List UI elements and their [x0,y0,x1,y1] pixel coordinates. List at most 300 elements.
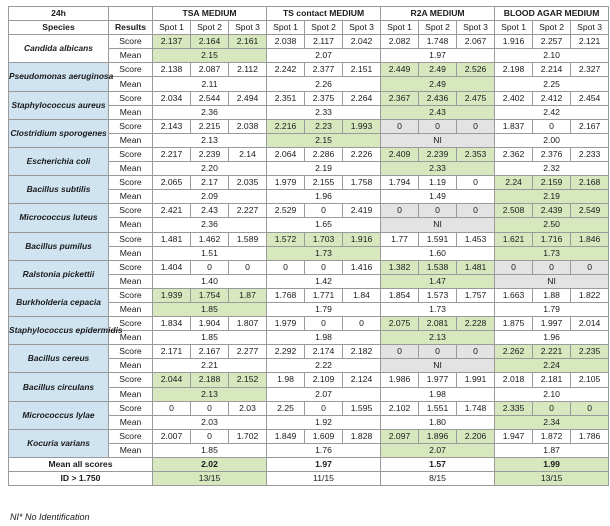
score-row [9,429,609,443]
species-name: Bacillus cereus [9,345,109,373]
score-cell: 1.754 [191,288,229,302]
score-cell: 2.233 [571,147,609,161]
score-label: Score [109,147,153,161]
mean-all-value: 1.99 [495,458,609,472]
score-cell: 2.064 [267,147,305,161]
score-cell: 2.124 [343,373,381,387]
mean-cell: 1.76 [267,443,381,457]
score-label: Score [109,401,153,415]
score-cell: 0 [229,260,267,274]
media-header-blood-agar: BLOOD AGAR MEDIUM [495,7,609,21]
score-label: Score [109,317,153,331]
mean-cell: 2.32 [495,162,609,176]
mean-all-value: 1.97 [267,458,381,472]
species-name: Bacillus pumilus [9,232,109,260]
score-cell: 2.038 [229,119,267,133]
mean-label: Mean [109,359,153,373]
species-name: Bacillus subtilis [9,176,109,204]
mean-label: Mean [109,49,153,63]
score-cell: 2.143 [153,119,191,133]
mean-cell: 1.96 [495,331,609,345]
score-cell: 0 [533,401,571,415]
id-count-row [9,472,609,486]
score-cell: 1.573 [419,288,457,302]
mean-cell: 2.13 [153,133,267,147]
score-cell: 1.609 [305,429,343,443]
score-cell: 1.991 [457,373,495,387]
score-cell: 1.794 [381,176,419,190]
score-cell: 1.947 [495,429,533,443]
score-cell: 2.067 [457,35,495,49]
score-label: Score [109,232,153,246]
score-cell: 2.137 [153,35,191,49]
score-cell: 2.262 [495,345,533,359]
score-cell: 2.24 [495,176,533,190]
score-row [9,204,609,218]
mean-cell: 1.85 [153,302,267,316]
score-cell: 1.807 [229,317,267,331]
score-cell: 2.549 [571,204,609,218]
mean-cell: 2.07 [267,387,381,401]
score-cell: 1.538 [419,260,457,274]
score-cell: 1.88 [533,288,571,302]
score-row [9,119,609,133]
score-cell: 0 [419,204,457,218]
score-cell: 1.979 [267,317,305,331]
species-name: Clostridium sporogenes [9,119,109,147]
blank-cell [109,7,153,21]
score-cell: 2.216 [267,119,305,133]
score-cell: 1.663 [495,288,533,302]
mean-label: Mean [109,218,153,232]
score-cell: 0 [305,317,343,331]
score-cell: 1.19 [419,176,457,190]
score-cell: 1.551 [419,401,457,415]
score-cell: 1.837 [495,119,533,133]
score-cell: 1.979 [267,176,305,190]
score-cell: 2.367 [381,91,419,105]
score-cell: 2.419 [343,204,381,218]
score-cell: 1.758 [343,176,381,190]
score-cell: 1.702 [229,429,267,443]
score-cell: 2.286 [305,147,343,161]
score-label: Score [109,288,153,302]
score-label: Score [109,204,153,218]
mean-cell: 2.49 [381,77,495,91]
score-cell: 1.916 [343,232,381,246]
score-cell: 1.87 [229,288,267,302]
score-cell: 1.854 [381,288,419,302]
score-row [9,288,609,302]
score-row [9,35,609,49]
score-cell: 2.181 [533,373,571,387]
score-row [9,91,609,105]
score-cell: 2.159 [533,176,571,190]
mean-cell: 1.87 [495,443,609,457]
mean-cell: 1.73 [381,302,495,316]
score-cell: 2.038 [267,35,305,49]
score-label: Score [109,345,153,359]
spot-header: Spot 2 [191,21,229,35]
score-cell: 2.239 [191,147,229,161]
score-cell: 0 [571,260,609,274]
mean-cell: 2.43 [381,105,495,119]
score-cell: 2.198 [495,63,533,77]
score-cell: 2.112 [229,63,267,77]
score-cell: 2.161 [229,35,267,49]
score-cell: 1.828 [343,429,381,443]
score-cell: 2.117 [305,35,343,49]
score-cell: 0 [305,204,343,218]
score-cell: 1.875 [495,317,533,331]
score-row [9,260,609,274]
score-cell: 1.872 [533,429,571,443]
mean-cell: 2.09 [153,190,267,204]
spot-header: Spot 1 [495,21,533,35]
mean-label: Mean [109,415,153,429]
media-header-row [9,7,609,21]
score-cell: 0 [457,345,495,359]
mean-cell: 2.33 [381,162,495,176]
score-cell: 2.081 [419,317,457,331]
score-cell: 2.449 [381,63,419,77]
score-cell: 1.748 [419,35,457,49]
score-cell: 2.377 [305,63,343,77]
score-cell: 1.481 [153,232,191,246]
score-cell: 1.786 [571,429,609,443]
score-cell: 2.228 [457,317,495,331]
mean-cell: 2.50 [495,218,609,232]
media-header-ts-contact: TS contact MEDIUM [267,7,381,21]
mean-cell: 2.33 [267,105,381,119]
spot-header: Spot 3 [229,21,267,35]
results-table [8,6,609,486]
score-cell: 1.771 [305,288,343,302]
species-name: Kocuria varians [9,429,109,457]
mean-cell: 1.73 [495,246,609,260]
score-cell: 2.235 [571,345,609,359]
score-cell: 2.376 [533,147,571,161]
score-cell: 0 [381,345,419,359]
score-cell: 1.834 [153,317,191,331]
mean-cell: 2.07 [267,49,381,63]
score-cell: 1.748 [457,401,495,415]
spot-header: Spot 3 [343,21,381,35]
mean-all-value: 1.57 [381,458,495,472]
score-cell: 0 [419,345,457,359]
score-cell: 0 [343,317,381,331]
score-cell: 2.544 [191,91,229,105]
score-cell: 1.768 [267,288,305,302]
spot-header: Spot 2 [533,21,571,35]
score-cell: 0 [305,260,343,274]
score-cell: 2.17 [191,176,229,190]
mean-label: Mean [109,133,153,147]
score-cell: 1.77 [381,232,419,246]
mean-label: Mean [109,190,153,204]
mean-cell: 2.36 [153,218,267,232]
score-cell: 0 [419,119,457,133]
mean-label: Mean [109,443,153,457]
score-label: Score [109,91,153,105]
mean-cell: NI [381,359,495,373]
mean-cell: 2.20 [153,162,267,176]
score-cell: 2.018 [495,373,533,387]
mean-cell: 1.40 [153,274,267,288]
score-cell: 2.014 [571,317,609,331]
score-cell: 1.591 [419,232,457,246]
mean-cell: 2.15 [153,49,267,63]
mean-cell: 2.11 [153,77,267,91]
score-cell: 2.221 [533,345,571,359]
score-cell: 2.188 [191,373,229,387]
media-header-r2a: R2A MEDIUM [381,7,495,21]
mean-cell: 2.03 [153,415,267,429]
score-cell: 2.362 [495,147,533,161]
score-cell: 1.849 [267,429,305,443]
id-count-value: 11/15 [267,472,381,486]
score-cell: 2.454 [571,91,609,105]
score-cell: 2.49 [419,63,457,77]
species-name: Micrococcus lylae [9,401,109,429]
score-cell: 2.375 [305,91,343,105]
mean-label: Mean [109,302,153,316]
mean-label: Mean [109,105,153,119]
score-cell: 2.335 [495,401,533,415]
score-cell: 2.174 [305,345,343,359]
score-cell: 2.065 [153,176,191,190]
species-name: Escherichia coli [9,147,109,175]
score-cell: 2.007 [153,429,191,443]
score-label: Score [109,35,153,49]
score-cell: 2.409 [381,147,419,161]
score-cell: 1.404 [153,260,191,274]
score-cell: 1.977 [419,373,457,387]
mean-cell: 2.07 [381,443,495,457]
score-cell: 2.044 [153,373,191,387]
score-cell: 2.25 [267,401,305,415]
score-cell: 1.382 [381,260,419,274]
species-name: Burkholderia cepacia [9,288,109,316]
results-header: Results [109,21,153,35]
score-cell: 1.896 [419,429,457,443]
score-cell: 1.621 [495,232,533,246]
mean-label: Mean [109,162,153,176]
species-name: Pseudomonas aeruginosa [9,63,109,91]
mean-cell: 1.73 [267,246,381,260]
mean-cell: 2.22 [267,359,381,373]
mean-cell: 2.19 [495,190,609,204]
score-cell: 2.182 [343,345,381,359]
score-cell: 2.421 [153,204,191,218]
score-cell: 2.242 [267,63,305,77]
mean-cell: NI [495,274,609,288]
score-label: Score [109,63,153,77]
score-cell: 1.595 [343,401,381,415]
score-cell: 0 [191,260,229,274]
species-name: Bacillus circulans [9,373,109,401]
score-cell: 1.481 [457,260,495,274]
score-cell: 2.097 [381,429,419,443]
mean-cell: 1.85 [153,331,267,345]
mean-cell: 2.42 [495,105,609,119]
table-body [9,7,609,486]
mean-cell: 2.25 [495,77,609,91]
id-threshold-label: ID > 1.750 [9,472,153,486]
id-count-value: 13/15 [495,472,609,486]
species-name: Candida albicans [9,35,109,63]
score-cell: 1.757 [457,288,495,302]
score-row [9,176,609,190]
score-cell: 2.402 [495,91,533,105]
score-cell: 2.167 [191,345,229,359]
score-cell: 2.508 [495,204,533,218]
score-cell: 0 [153,401,191,415]
mean-cell: 2.13 [153,387,267,401]
score-row [9,345,609,359]
score-cell: 0 [457,176,495,190]
score-cell: 2.277 [229,345,267,359]
mean-cell: NI [381,133,495,147]
score-cell: 0 [191,401,229,415]
species-header: Species [9,21,109,35]
score-cell: 1.986 [381,373,419,387]
media-header-tsa: TSA MEDIUM [153,7,267,21]
score-cell: 2.217 [153,147,191,161]
mean-label: Mean [109,246,153,260]
score-cell: 2.102 [381,401,419,415]
score-cell: 2.412 [533,91,571,105]
score-cell: 2.042 [343,35,381,49]
score-cell: 2.164 [191,35,229,49]
score-cell: 2.257 [533,35,571,49]
score-cell: 2.121 [571,35,609,49]
mean-cell: 1.60 [381,246,495,260]
score-label: Score [109,260,153,274]
score-cell: 2.215 [191,119,229,133]
spot-header: Spot 3 [457,21,495,35]
score-cell: 1.572 [267,232,305,246]
id-count-value: 8/15 [381,472,495,486]
score-cell: 1.703 [305,232,343,246]
score-cell: 2.168 [571,176,609,190]
score-cell: 0 [191,429,229,443]
mean-cell: 2.36 [153,105,267,119]
score-cell: 2.264 [343,91,381,105]
score-cell: 1.846 [571,232,609,246]
mean-cell: NI [381,218,495,232]
mean-cell: 1.98 [267,331,381,345]
mean-cell: 2.24 [495,359,609,373]
score-cell: 0 [305,401,343,415]
score-cell: 2.353 [457,147,495,161]
species-name: Staphylococcus aureus [9,91,109,119]
score-label: Score [109,373,153,387]
score-cell: 1.716 [533,232,571,246]
score-cell: 0 [533,119,571,133]
spot-header: Spot 2 [419,21,457,35]
score-row [9,147,609,161]
score-cell: 2.155 [305,176,343,190]
score-cell: 2.351 [267,91,305,105]
mean-label: Mean [109,274,153,288]
mean-cell: 1.49 [381,190,495,204]
score-cell: 2.529 [267,204,305,218]
score-cell: 2.151 [343,63,381,77]
mean-all-value: 2.02 [153,458,267,472]
mean-cell: 2.13 [381,331,495,345]
mean-label: Mean [109,387,153,401]
score-cell: 2.292 [267,345,305,359]
score-cell: 2.152 [229,373,267,387]
score-cell: 0 [457,119,495,133]
score-cell: 2.075 [381,317,419,331]
score-cell: 2.171 [153,345,191,359]
mean-cell: 2.10 [495,387,609,401]
footnote: NI* No Identification [10,512,90,522]
spot-header: Spot 1 [381,21,419,35]
mean-cell: 1.96 [267,190,381,204]
id-count-value: 13/15 [153,472,267,486]
score-cell: 0 [381,204,419,218]
mean-cell: 1.79 [495,302,609,316]
score-cell: 2.526 [457,63,495,77]
score-cell: 2.082 [381,35,419,49]
spot-header: Spot 1 [153,21,191,35]
mean-cell: 1.47 [381,274,495,288]
mean-cell: 1.65 [267,218,381,232]
mean-cell: 2.15 [267,133,381,147]
score-cell: 2.035 [229,176,267,190]
score-row [9,63,609,77]
spot-header: Spot 3 [571,21,609,35]
species-name: Ralstonia pickettii [9,260,109,288]
score-cell: 1.916 [495,35,533,49]
species-name: Staphylococcus epidermidis [9,317,109,345]
score-cell: 2.494 [229,91,267,105]
mean-cell: 1.97 [381,49,495,63]
mean-cell: 2.10 [495,49,609,63]
score-row [9,232,609,246]
score-cell: 0 [381,119,419,133]
time-label: 24h [9,7,109,21]
mean-label: Mean [109,331,153,345]
score-label: Score [109,429,153,443]
species-name: Micrococcus luteus [9,204,109,232]
score-cell: 1.98 [267,373,305,387]
score-cell: 2.034 [153,91,191,105]
mean-all-row [9,458,609,472]
mean-all-label: Mean all scores [9,458,153,472]
score-cell: 2.227 [229,204,267,218]
score-cell: 2.087 [191,63,229,77]
score-cell: 1.997 [533,317,571,331]
score-cell: 2.105 [571,373,609,387]
mean-cell: 1.80 [381,415,495,429]
score-cell: 1.904 [191,317,229,331]
mean-cell: 1.92 [267,415,381,429]
score-cell: 2.109 [305,373,343,387]
score-row [9,317,609,331]
mean-cell: 1.85 [153,443,267,457]
score-cell: 1.993 [343,119,381,133]
score-cell: 2.226 [343,147,381,161]
score-cell: 0 [533,260,571,274]
mean-cell: 2.34 [495,415,609,429]
score-row [9,401,609,415]
score-cell: 1.84 [343,288,381,302]
score-label: Score [109,119,153,133]
